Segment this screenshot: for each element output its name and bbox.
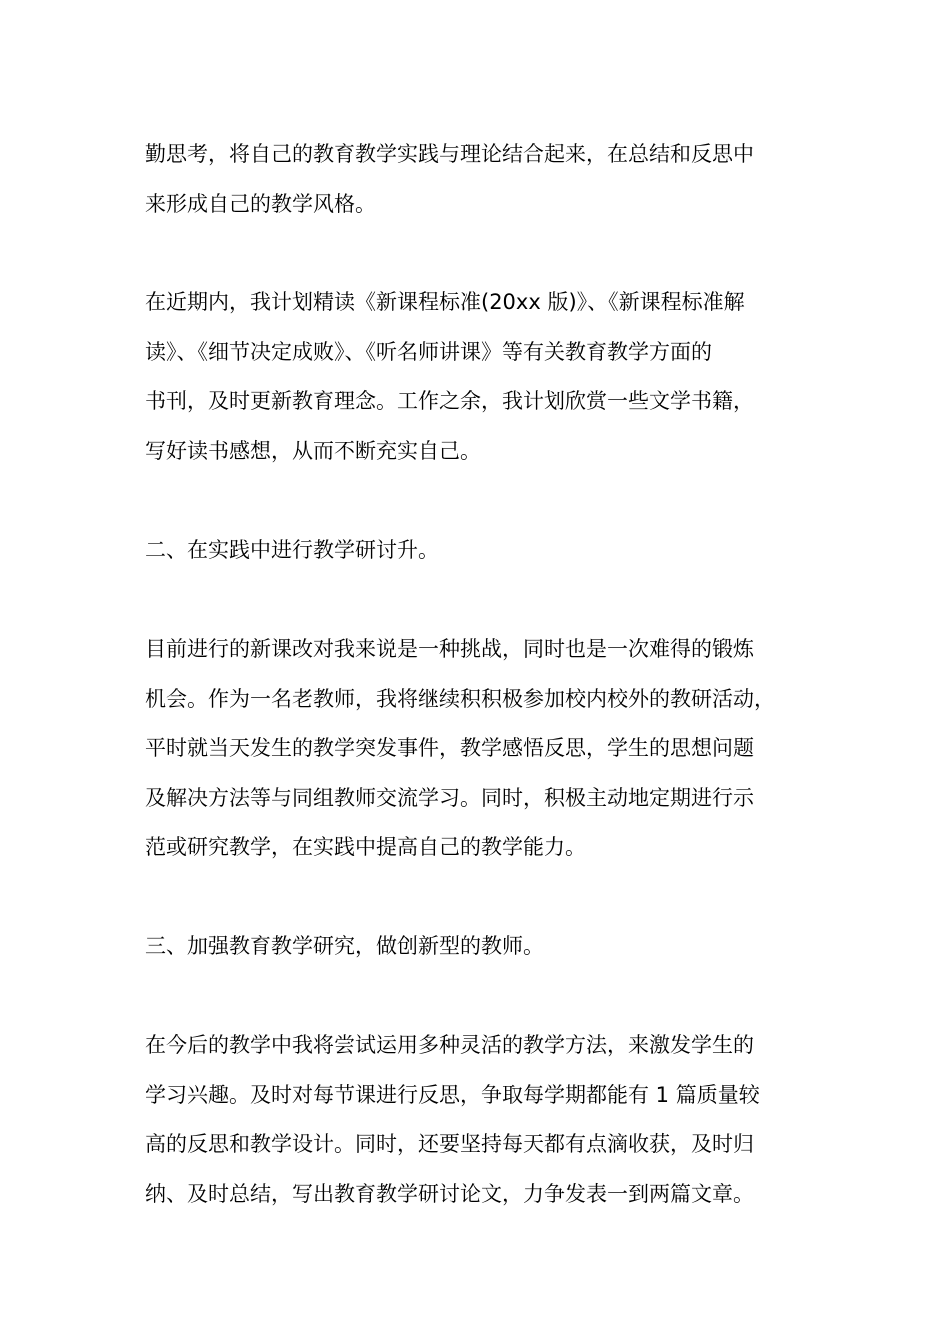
heading-line: 二、在实践中进行教学研讨升。: [145, 538, 439, 562]
text-line: 纳、及时总结，写出教育教学研讨论文，力争发表一到两篇文章。: [145, 1181, 754, 1206]
text-line: 及解决方法等与同组教师交流学习。同时，积极主动地定期进行示: [145, 785, 754, 810]
paragraph-research: [145, 1021, 760, 1219]
text-line: 范或研究教学，在实践中提高自己的教学能力。: [145, 835, 586, 859]
text-line: 书刊，及时更新教育理念。工作之余，我计划欣赏一些文学书籍，: [145, 389, 754, 413]
text-line: 学习兴趣。及时对每节课进行反思，争取每学期都能有 1 篇质量较: [145, 1082, 760, 1107]
section-heading-three: [145, 922, 544, 972]
text-line: 读》、《细节决定成败》、《听名师讲课》等有关教育教学方面的: [145, 339, 712, 364]
paragraph-reading-plan: [145, 278, 754, 476]
text-line: 机会。作为一名老教师，我将继续积积极参加校内校外的教研活动，: [145, 686, 775, 711]
section-heading-two: [145, 526, 439, 576]
text-line: 平时就当天发生的教学突发事件，教学感悟反思，学生的思想问题: [145, 736, 754, 760]
text-line: 高的反思和教学设计。同时，还要坚持每天都有点滴收获，及时归: [145, 1132, 754, 1156]
text-line: 目前进行的新课改对我来说是一种挑战，同时也是一次难得的锻炼: [145, 637, 754, 661]
text-line: 在近期内，我计划精读《新课程标准(20xx 版)》、《新课程标准解: [145, 290, 745, 314]
text-line: 写好读书感想，从而不断充实自己。: [145, 438, 481, 463]
paragraph-reflection-continued: [145, 130, 754, 229]
text-line: 来形成自己的教学风格。: [145, 191, 376, 216]
paragraph-practice: [145, 625, 775, 873]
heading-line: 三、加强教育教学研究，做创新型的教师。: [145, 934, 544, 958]
text-line: 勤思考，将自己的教育教学实践与理论结合起来，在总结和反思中: [145, 142, 754, 166]
text-line: 在今后的教学中我将尝试运用多种灵活的教学方法，来激发学生的: [145, 1033, 754, 1057]
